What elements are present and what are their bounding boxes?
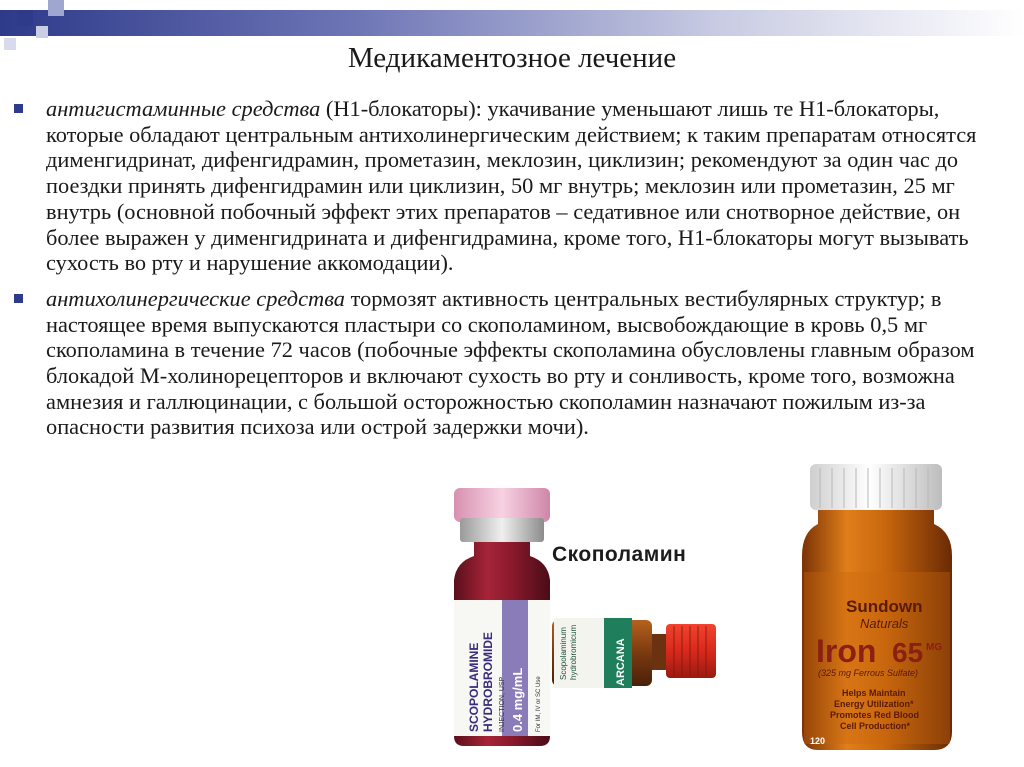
scopolamine-vial-image bbox=[444, 484, 560, 750]
bullet-anticholinergics bbox=[14, 286, 994, 440]
small-bottle-brand: ARCANA bbox=[615, 638, 627, 686]
square-bullet-icon bbox=[14, 294, 23, 303]
vial-label-line1: SCOPOLAMINE bbox=[467, 642, 481, 732]
square-bullet-icon bbox=[14, 104, 23, 113]
vial-crimp bbox=[460, 518, 544, 542]
iron-count: 120 bbox=[810, 736, 826, 746]
header-gradient-bar bbox=[0, 10, 1024, 36]
bullet-term: антигистаминные средства bbox=[46, 96, 321, 121]
small-bottle-line1: Scopolaminum bbox=[559, 627, 568, 680]
small-bottle-neck bbox=[652, 634, 668, 670]
iron-strength-unit: MG bbox=[926, 642, 943, 653]
iron-sub: (325 mg Ferrous Sulfate) bbox=[818, 668, 919, 678]
iron-claim4: Cell Production* bbox=[840, 721, 911, 731]
iron-bottle-image bbox=[800, 460, 956, 752]
scopolamine-caption: Скополамин bbox=[552, 543, 687, 566]
vial-label-line3: INJECTION, USP bbox=[499, 676, 506, 732]
small-bottle-line2: hydrobromicum bbox=[569, 624, 578, 680]
iron-product: Iron bbox=[816, 633, 877, 669]
slide-title: Медикаментозное лечение bbox=[347, 42, 677, 74]
iron-brand-line2: Naturals bbox=[860, 616, 909, 631]
iron-claim3: Promotes Red Blood bbox=[830, 710, 920, 720]
bullet-term: антихолинергические средства bbox=[46, 285, 345, 311]
vial-dose: 0.4 mg/mL bbox=[510, 667, 525, 732]
vial-small-print: For IM, IV or SC Use bbox=[536, 676, 542, 732]
vial-cap bbox=[454, 488, 550, 522]
corner-square bbox=[48, 0, 64, 16]
bullet-list bbox=[14, 96, 994, 450]
corner-square bbox=[17, 10, 33, 26]
iron-claim2: Energy Utilization* bbox=[834, 699, 914, 709]
iron-bottle-cap bbox=[810, 464, 942, 510]
iron-brand-line1: Sundown bbox=[846, 597, 923, 616]
bullet-text: тормозят активность центральных вестибулярных структур; в настоящее время выпускаются пластыри со скополамином, высвобождающие в кровь 0,5 мг скополамина в течение 72 часов (побочные эффекты скополамина обусловлены главным образом блокадой М-холинорецепторов и включают сухость во рту и сонливость, кроме того, возможна амнезия и галлюцинации, с большой осторожностью скополамин назначают пожилым из-за опасности развития психоза или острой задержки мочи). bbox=[46, 285, 975, 440]
iron-strength: 65 bbox=[892, 637, 924, 668]
arcana-bottle-image bbox=[552, 610, 720, 690]
bullet-antihistamines bbox=[14, 96, 994, 276]
iron-claim1: Helps Maintain bbox=[842, 688, 906, 698]
vial-label-line2: HYDROBROMIDE bbox=[481, 631, 495, 732]
corner-square bbox=[36, 26, 48, 38]
bullet-text: (Н1-блокаторы): укачивание уменьшают лишь те Н1-блокаторы, которые обладают центральным антихолинергическим действием; к таким препаратам относятся дименгидринат, дифенгидрамин, прометазин, меклозин, циклизин; рекомендуют за один час до поездки принять дифенгидрамин или циклизин, 50 мг внутрь; меклозин или прометазин, 25 мг внутрь (основной побочный эффект этих препаратов – седативное или снотворное действие, он более выражен у дименгидрината и дифенгидрамина, кроме того, Н1-блокаторы могут вызывать сухость во рту и нарушение аккомодации). bbox=[46, 96, 977, 276]
